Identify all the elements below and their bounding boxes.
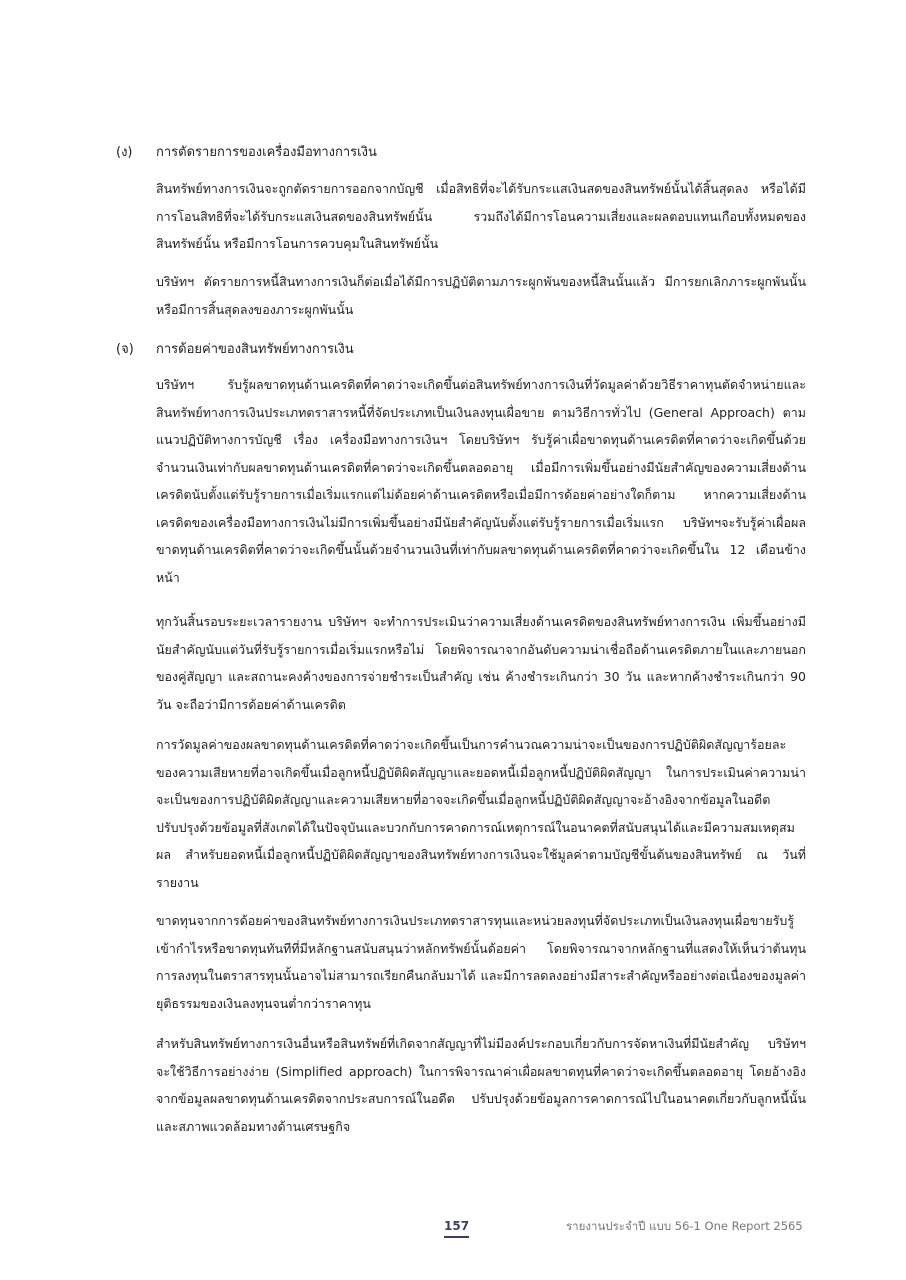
paragraph: บริษัทฯ ตัดรายการหนี้สินทางการเงินก็ต่อเมื่อได้มีการปฏิบัติตามภาระผูกพันของหนี้สินนั้นแล้ว มีการยกเลิกภาระผูกพันนั้น หรือมีการสิ้นสุดลงของภาระผูกพันนั้น [156, 274, 806, 317]
section-title: การด้อยค่าของสินทรัพย์ทางการเงิน [156, 342, 354, 357]
report-title: รายงานประจำปี แบบ 56-1 One Report 2565 [566, 1219, 803, 1233]
section-heading-cho [116, 340, 354, 360]
paragraph: ขาดทุนจากการด้อยค่าของสินทรัพย์ทางการเงินประเภทตราสารทุนและหน่วยลงทุนที่จัดประเภทเป็นเงินลงทุนเผื่อขายรับรู้เข้ากำไรหรือขาดทุนทันทีที่มีหลักฐานสนับสนุนว่าหลักทรัพย์นั้นด้อยค่า โดยพิจารณาจากหลักฐานที่แสดงให้เห็นว่าต้นทุนการลงทุนในตราสารทุนนั้นอาจไม่สามารถเรียกคืนกลับมาได้ และมีการลดลงอย่างมีสาระสำคัญหรืออย่างต่อเนื่องของมูลค่ายุติธรรมของเงินลงทุนจนต่ำกว่าราคาทุน [156, 913, 806, 1011]
paragraph: การวัดมูลค่าของผลขาดทุนด้านเครดิตที่คาดว่าจะเกิดขึ้นเป็นการคำนวณความน่าจะเป็นของการปฏิบัติผิดสัญญาร้อยละของความเสียหายที่อาจเกิดขึ้นเมื่อลูกหนี้ปฏิบัติผิดสัญญาและยอดหนี้เมื่อลูกหนี้ปฏิบัติผิดสัญญา ในการประเมินค่าความน่าจะเป็นของการปฏิบัติผิดสัญญาและความเสียหายที่อาจจะเกิดขึ้นเมื่อลูกหนี้ปฏิบัติผิดสัญญาจะอ้างอิงจากข้อมูลในอดีตปรับปรุงด้วยข้อมูลที่สังเกตได้ในปัจจุบันและบวกกับการคาดการณ์เหตุการณ์ในอนาคตที่สนับสนุนได้และมีความสมเหตุสมผล สำหรับยอดหนี้เมื่อลูกหนี้ปฏิบัติผิดสัญญาของสินทรัพย์ทางการเงินจะใช้มูลค่าตามบัญชีขั้นต้นของสินทรัพย์ ณ วันที่รายงาน [156, 737, 806, 890]
section-heading-ng [116, 143, 377, 163]
page-number: 157 [444, 1218, 469, 1238]
section-marker: (จ) [116, 342, 134, 357]
section-marker: (ง) [116, 145, 133, 160]
paragraph: สำหรับสินทรัพย์ทางการเงินอื่นหรือสินทรัพย์ที่เกิดจากสัญญาที่ไม่มีองค์ประกอบเกี่ยวกับการจัดหาเงินที่มีนัยสำคัญ บริษัทฯ จะใช้วิธีการอย่างง่าย (Simplified approach) ในการพิจารณาค่าเผื่อผลขาดทุนที่คาดว่าจะเกิดขึ้นตลอดอายุ โดยอ้างอิงจากข้อมูลผลขาดทุนด้านเครดิตจากประสบการณ์ในอดีต ปรับปรุงด้วยข้อมูลการคาดการณ์ไปในอนาคตเกี่ยวกับลูกหนี้นั้นและสภาพแวดล้อมทางด้านเศรษฐกิจ [156, 1036, 806, 1134]
paragraph: บริษัทฯ รับรู้ผลขาดทุนด้านเครดิตที่คาดว่าจะเกิดขึ้นต่อสินทรัพย์ทางการเงินที่วัดมูลค่าด้วยวิธีราคาทุนตัดจำหน่ายและสินทรัพย์ทางการเงินประเภทตราสารหนี้ที่จัดประเภทเป็นเงินลงทุนเผื่อขาย ตามวิธีการทั่วไป (General Approach) ตามแนวปฏิบัติทางการบัญชี เรื่อง เครื่องมือทางการเงินฯ โดยบริษัทฯ รับรู้ค่าเผื่อขาดทุนด้านเครดิตที่คาดว่าจะเกิดขึ้นด้วยจำนวนเงินเท่ากับผลขาดทุนด้านเครดิตที่คาดว่าจะเกิดขึ้นตลอดอายุ เมื่อมีการเพิ่มขึ้นอย่างมีนัยสำคัญของความเสี่ยงด้านเครดิตนับตั้งแต่รับรู้รายการเมื่อเริ่มแรกแต่ไม่ด้อยค่าด้านเครดิตหรือเมื่อมีการด้อยค่าอย่างใดก็ตาม หากความเสี่ยงด้านเครดิตของเครื่องมือทางการเงินไม่มีการเพิ่มขึ้นอย่างมีนัยสำคัญนับตั้งแต่รับรู้รายการเมื่อเริ่มแรก บริษัทฯจะรับรู้ค่าเผื่อผลขาดทุนด้านเครดิตที่คาดว่าจะเกิดขึ้นนั้นด้วยจำนวนเงินที่เท่ากับผลขาดทุนด้านเครดิตที่คาดว่าจะเกิดขึ้นใน 12 เดือนข้างหน้า [156, 377, 806, 585]
paragraph: สินทรัพย์ทางการเงินจะถูกตัดรายการออกจากบัญชี เมื่อสิทธิที่จะได้รับกระแสเงินสดของสินทรัพย์นั้นได้สิ้นสุดลง หรือได้มีการโอนสิทธิที่จะได้รับกระแสเงินสดของสินทรัพย์นั้น รวมถึงได้มีการโอนความเสี่ยงและผลตอบแทนเกือบทั้งหมดของสินทรัพย์นั้น หรือมีการโอนการควบคุมในสินทรัพย์นั้น [156, 181, 806, 251]
paragraph: ทุกวันสิ้นรอบระยะเวลารายงาน บริษัทฯ จะทำการประเมินว่าความเสี่ยงด้านเครดิตของสินทรัพย์ทางการเงิน เพิ่มขึ้นอย่างมีนัยสำคัญนับแต่วันที่รับรู้รายการเมื่อเริ่มแรกหรือไม่ โดยพิจารณาจากอันดับความน่าเชื่อถือด้านเครดิตภายในและภายนอกของคู่สัญญา และสถานะคงค้างของการจ่ายชำระเป็นสำคัญ เช่น ค้างชำระเกินกว่า 30 วัน และหากค้างชำระเกินกว่า 90 วัน จะถือว่ามีการด้อยค่าด้านเครดิต [156, 614, 806, 712]
section-title: การตัดรายการของเครื่องมือทางการเงิน [156, 145, 377, 160]
